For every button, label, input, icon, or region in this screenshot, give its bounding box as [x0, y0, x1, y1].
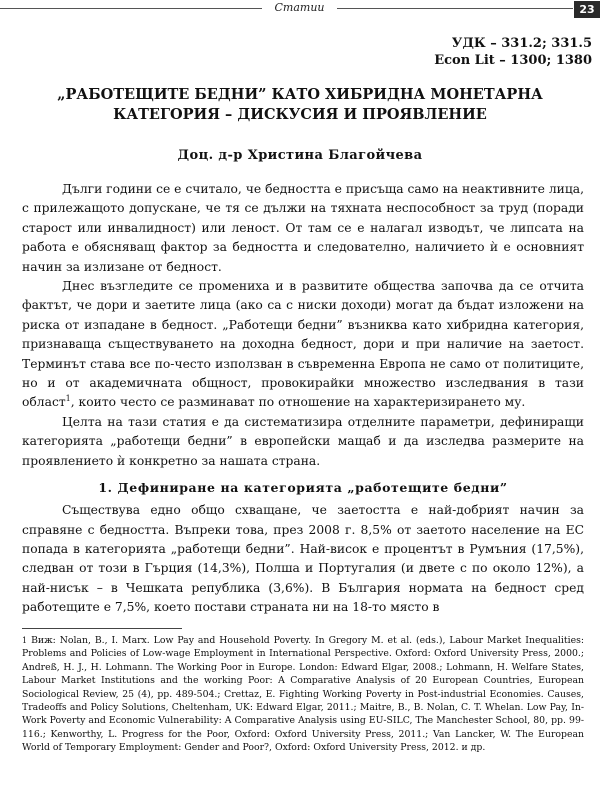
footnote-text: Виж: Nolan, B., I. Marx. Low Pay and Household Poverty. In Gregory M. et al. (eds.), Labour Market Inequalities: Problems and Policies of Low-wage Employment in International Perspective. Oxford: Oxford University Press, 2000.; Andreß, H. J., H. Lohmann. The Working Poor in Europe. London: Edward Elgar, 2008.; Lohmann, H. Welfare States, Labour Market Institutions and the working Poor: A Comparative Analysis of 20 European Countries, European Sociological Review, 25 (4), pp. 489-504.; Crettaz, E. Fighting Working Poverty in Post-industrial Economies. Causes, Tradeoffs and Policy Solutions, Cheltenham, UK: Edward Elgar, 2011.; Maitre, B., B. Nolan, C. T. Whelan. Low Pay, In-Work Poverty and Economic Vulnerability: A Comparative Analysis using EU-SILC, The Manchester School, 80, pp. 99-116.; Kenworthy, L. Progress for the Poor, Oxford: Oxford University Press, 2011.; Van Lancker, W. The European World of Temporary Employment: Gender and Poor?, Oxford: Oxford University Press, 2012. и др. [22, 635, 584, 754]
paragraph [22, 277, 584, 413]
classification-codes [434, 35, 592, 69]
running-header [0, 0, 600, 18]
header-rule [0, 8, 262, 9]
footnote-ref[interactable]: 1 [65, 394, 71, 404]
paragraph-text: , които често се разминават по отношение на характеризирането му. [70, 395, 526, 410]
footnote-mark: 1 [22, 636, 28, 645]
paragraph: Дълги години се е считало, че бедността е присъща само на неактивните лица, с прилежащото допускане, че тя се дължи на тяхната неспособност за труд (поради старост или инвалидност) или леност. От там се е налагал изводът, че липсата на работа е обясняващ фактор за бедността и следователно, наличието ѝ е основният начин за излизане от бедност. [22, 182, 584, 274]
section-heading: 1. Дефиниране на категорията „работещите бедни” [98, 480, 508, 496]
header-rule [337, 8, 573, 9]
article-body [22, 180, 584, 618]
page-number: 23 [574, 1, 600, 18]
article-title: „РАБОТЕЩИТЕ БЕДНИ” КАТО ХИБРИДНА МОНЕТАРНА КАТЕГОРИЯ – ДИСКУСИЯ И ПРОЯВЛЕНИЕ [57, 86, 543, 123]
udk-code: УДК – 331.2; 331.5 [451, 36, 592, 51]
footnote [22, 634, 584, 755]
paragraph: Целта на тази статия е да систематизира отделните параметри, дефиниращи категорията „работещи бедни” в европейски мащаб и да изследва размерите на проявлението ѝ конкретно за нашата страна. [22, 414, 584, 468]
econ-lit-code: Econ Lit – 1300; 1380 [434, 53, 592, 68]
section-label: Статии [274, 1, 325, 14]
paragraph: Съществува едно общо схващане, че заетостта е най-добрият начин за справяне с бедността. Въпреки това, през 2008 г. 8,5% от заетото население на ЕС попада в категорията „работещи бедни”. Най-висок е процентът в Румъния (17,5%), следван от този в Гърция (14,3%), Полша и Португалия (и двете с по около 12%), а най-нисък – в Чешката република (3,6%). В България нормата на бедност сред работещите е 7,5%, което постави страната ни на 18-то място в [22, 503, 584, 615]
author-name: Доц. д-р Христина Благойчева [177, 148, 423, 163]
footnote-divider [22, 628, 182, 629]
paragraph-text: Днес възгледите се промениха и в развитите общества започва да се отчита фактът, че дори и заетите лица (ако са с ниски доходи) могат да бъдат изложени на риска от изпадане в бедност. „Работещи бедни” възниква като хибридна категория, признаваща съществуването на доходна бедност, дори и при наличие на заетост. Терминът става все по-често използван в съвременна Европа не само от политиците, но и от академичната общност, провокирайки множество изследвания в тази област [22, 279, 584, 410]
